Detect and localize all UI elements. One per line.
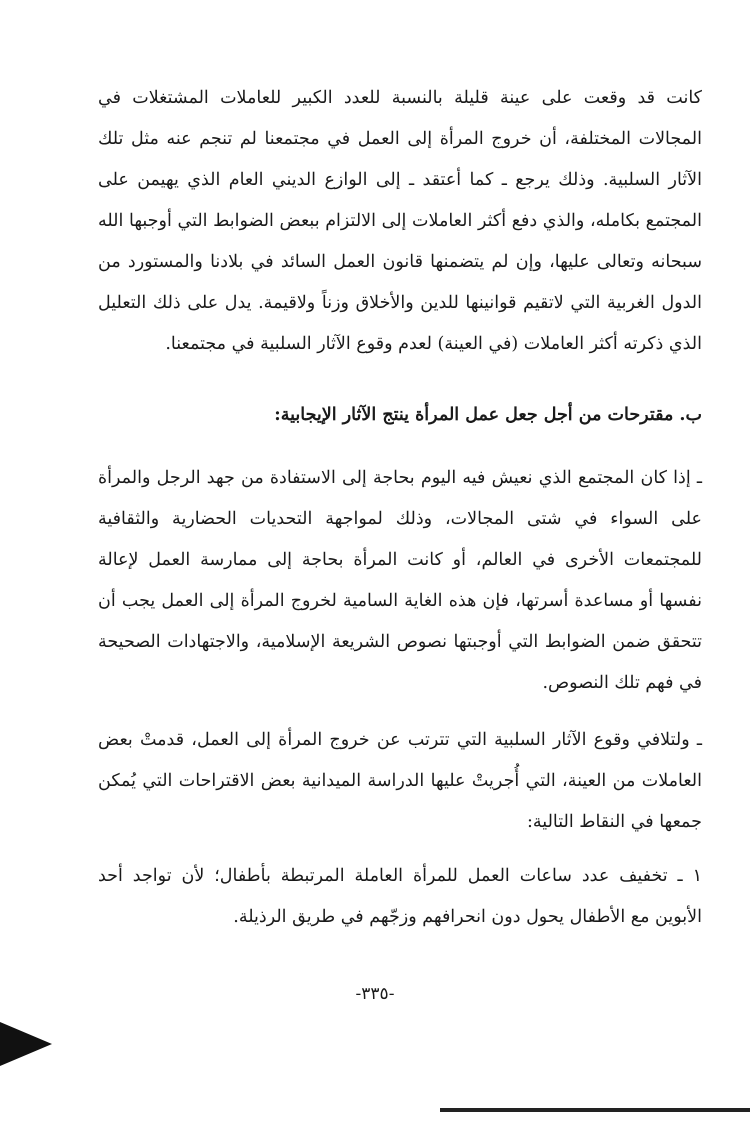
body-paragraph-3: ـ ولتلافي وقوع الآثار السلبية التي تترتب عن خروج المرأة إلى العمل، قدمتْ بعض العاملات من العينة، التي أُجريتْ عليها الدراسة الميدانية بعض الاقتراحات التي يُمكن جمعها في النقاط التالية: bbox=[98, 730, 702, 832]
section-heading: ب. مقترحات من أجل جعل عمل المرأة ينتج الآثار الإيجابية: bbox=[274, 405, 702, 425]
body-paragraph-2: ـ إذا كان المجتمع الذي نعيش فيه اليوم بحاجة إلى الاستفادة من جهد الرجل والمرأة على السواء في شتى المجالات، وذلك لمواجهة التحديات الحضارية والثقافية للمجتمعات الأخرى في العالم، أو كانت المرأة بحاجة إلى ممارسة العمل لإعالة نفسها أو مساعدة أسرتها، فإن هذه الغاية السامية لخروج المرأة إلى العمل يجب أن تتحقق ضمن الضوابط التي أوجبتها نصوص الشريعة الإسلامية، والاجتهادات الصحيحة في فهم تلك النصوص. bbox=[98, 468, 702, 693]
page-number: -٣٣٥- bbox=[355, 984, 395, 1004]
body-paragraph-1: كانت قد وقعت على عينة قليلة بالنسبة للعدد الكبير للعاملات المشتغلات في المجالات المختلفة، أن خروج المرأة إلى العمل في مجتمعنا لم تنجم عنه مثل تلك الآثار السلبية. وذلك يرجع ـ كما أعتقد ـ إلى الوازع الديني العام الذي يهيمن على المجتمع بكامله، والذي دفع أكثر العاملات إلى الالتزام ببعض الضوابط التي أوجبها الله سبحانه وتعالى عليها، وإن لم يتضمنها قانون العمل السائد في بلادنا والمستورد من الدول الغربية التي لاتقيم قوانينها للدين والأخلاق وزناً ولاقيمة. يدل على ذلك التعليل الذي ذكرته أكثر العاملات (في العينة) لعدم وقوع الآثار السلبية في مجتمعنا. bbox=[98, 88, 702, 354]
corner-triangle-mark bbox=[0, 1022, 52, 1066]
bottom-rule-line bbox=[440, 1108, 750, 1112]
body-paragraph-4: ١ ـ تخفيف عدد ساعات العمل للمرأة العاملة المرتبطة بأطفال؛ لأن تواجد أحد الأبوين مع الأطفال يحول دون انحرافهم وزجّهم في طريق الرذيلة. bbox=[98, 866, 702, 927]
